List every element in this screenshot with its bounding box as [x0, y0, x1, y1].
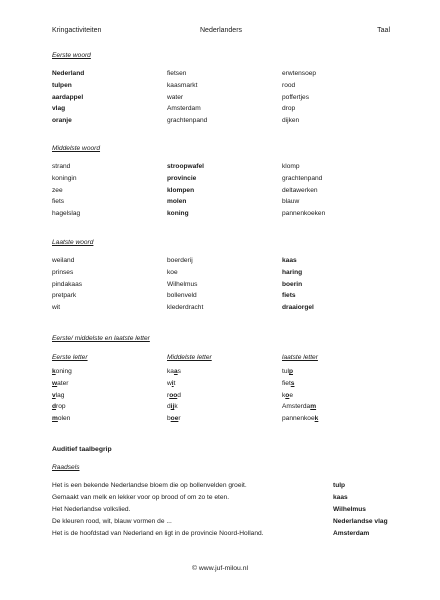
word-cell: klomp	[282, 163, 300, 170]
section-title-auditief: Auditief taalbegrip	[52, 446, 112, 453]
word-cell: boerderij	[167, 257, 193, 264]
word-cell: klompen	[167, 186, 195, 194]
highlight-letter: i	[171, 379, 174, 387]
word-start: d	[167, 403, 171, 411]
word-cell: zee	[52, 186, 63, 194]
word-cell	[282, 390, 293, 402]
word-cell: blauw	[282, 198, 300, 206]
highlight-letter: d	[52, 403, 57, 411]
riddle-answer: kaas	[333, 493, 348, 501]
word-end: k	[174, 403, 178, 411]
header-activity: Kringactiviteiten	[52, 27, 102, 34]
word-start: b	[167, 415, 171, 423]
word-cell	[167, 413, 181, 425]
table-header-row	[52, 352, 392, 366]
word-rest: lag	[55, 391, 65, 399]
word-cell	[52, 413, 70, 425]
word-cell: water	[167, 93, 184, 101]
word-cell: bollenveld	[167, 292, 197, 300]
word-cell	[167, 401, 178, 413]
word-cell: deltawerken	[282, 186, 318, 194]
column-header-first-letter: Eerste letter	[52, 354, 88, 361]
riddle-row	[52, 492, 392, 504]
highlight-letter: w	[52, 379, 58, 387]
word-start: ka	[167, 368, 174, 375]
word-cell	[282, 401, 316, 413]
word-cell: rood	[282, 81, 296, 89]
word-cell: kaas	[282, 257, 297, 264]
word-cell	[52, 401, 66, 413]
table-row	[52, 208, 392, 220]
word-cell: erwtensoep	[282, 70, 317, 77]
word-cell: grachtenpand	[282, 174, 323, 182]
word-end: d	[177, 391, 181, 399]
word-cell: stroopwafel	[167, 163, 205, 170]
word-cell: drop	[282, 105, 296, 113]
table-row	[52, 413, 392, 425]
word-cell: pindakaas	[52, 280, 83, 288]
word-cell: aardappel	[52, 93, 84, 101]
word-rest: rop	[56, 403, 66, 411]
word-cell	[52, 378, 69, 390]
section-title-last-word: Laatste woord	[52, 239, 94, 246]
word-cell: prinses	[52, 268, 74, 276]
word-end: s	[177, 368, 181, 375]
word-start: pannenkoe	[282, 415, 315, 423]
word-cell	[282, 366, 293, 378]
word-start: k	[282, 391, 286, 399]
riddle-question: Het Nederlandse volkslied.	[52, 505, 131, 513]
table-row	[52, 196, 392, 208]
last-word-grid	[52, 255, 392, 314]
word-cell: Nederland	[52, 70, 85, 77]
letters-grid	[52, 352, 392, 425]
riddle-row	[52, 504, 392, 516]
word-cell: klederdracht	[167, 304, 204, 312]
word-start: r	[167, 391, 170, 399]
word-cell: dijken	[282, 117, 300, 125]
table-row	[52, 366, 392, 378]
word-cell: haring	[282, 268, 303, 276]
word-cell: wit	[52, 304, 61, 312]
table-row	[52, 401, 392, 413]
highlight-letter: ij	[170, 403, 175, 411]
word-rest: olen	[57, 415, 71, 423]
table-row	[52, 173, 392, 185]
highlight-letter: k	[52, 368, 56, 375]
section-title-letters: Eerste/ middelste en laatste letter	[52, 335, 150, 342]
word-cell: koe	[167, 268, 178, 276]
table-row	[52, 115, 392, 127]
riddle-question: Het is een bekende Nederlandse bloem die op bollenvelden groeit.	[52, 482, 247, 489]
word-cell	[52, 366, 72, 378]
highlight-letter: m	[52, 415, 58, 423]
column-header-middle-letter: Middelste letter	[167, 354, 212, 361]
highlight-letter: p	[288, 368, 293, 375]
word-cell: pannenkoeken	[282, 210, 326, 218]
header-theme: Nederlanders	[200, 27, 243, 34]
table-row	[52, 68, 392, 80]
word-start: fiet	[282, 379, 291, 387]
riddle-answer: tulp	[333, 482, 346, 489]
table-row	[52, 302, 392, 314]
riddle-question: Gemaakt van melk en lekker voor op brood of om zo te eten.	[52, 493, 230, 501]
word-cell: koning	[167, 210, 189, 218]
page-footer: © www.juf-milou.nl	[192, 565, 248, 572]
word-cell: hagelslag	[52, 210, 81, 218]
table-row	[52, 185, 392, 197]
section-title-raadsels: Raadsels	[52, 464, 80, 471]
table-row	[52, 92, 392, 104]
highlight-letter: s	[290, 379, 295, 387]
word-cell	[167, 390, 181, 402]
word-end: e	[289, 391, 293, 399]
column-header-last-letter: laatste letter	[282, 354, 318, 361]
word-cell	[167, 366, 181, 378]
highlight-letter: k	[314, 415, 319, 423]
word-cell: pretpark	[52, 292, 77, 300]
word-cell: draaiorgel	[282, 304, 314, 312]
table-row	[52, 267, 392, 279]
table-row	[52, 255, 392, 267]
table-row	[52, 279, 392, 291]
word-rest: ater	[57, 379, 69, 387]
word-cell: fiets	[282, 292, 296, 300]
word-cell: fiets	[52, 198, 65, 206]
word-cell	[167, 378, 175, 390]
highlight-letter: v	[52, 391, 56, 399]
word-cell: tulpen	[52, 81, 72, 89]
highlight-letter: o	[285, 391, 290, 399]
page-header	[52, 27, 390, 37]
highlight-letter: a	[173, 368, 178, 375]
middle-word-grid	[52, 161, 392, 220]
highlight-letter: m	[310, 403, 317, 411]
word-cell: vlag	[52, 105, 66, 113]
riddles-list	[52, 480, 392, 539]
word-cell: grachtenpand	[167, 117, 208, 125]
word-cell: oranje	[52, 117, 72, 125]
word-cell: weiland	[52, 257, 75, 264]
table-row	[52, 161, 392, 173]
table-row	[52, 80, 392, 92]
word-start: Amsterda	[282, 403, 311, 411]
first-word-grid	[52, 68, 392, 127]
highlight-letter: oo	[169, 391, 178, 399]
table-row	[52, 378, 392, 390]
word-start: tul	[282, 368, 289, 375]
word-cell	[52, 390, 64, 402]
riddle-row	[52, 528, 392, 540]
riddle-answer: Amsterdam	[333, 529, 370, 537]
word-cell	[282, 378, 294, 390]
section-title-first-word: Eerste woord	[52, 52, 91, 59]
word-cell: Wilhelmus	[167, 280, 198, 288]
word-cell: molen	[167, 198, 187, 206]
word-end: t	[173, 379, 176, 387]
riddle-answer: Nederlandse vlag	[333, 517, 388, 525]
riddle-question: Het is de hoofdstad van Nederland en ligt in de provincie Noord-Holland.	[52, 529, 264, 537]
section-title-middle-word: Middelste woord	[52, 145, 101, 152]
word-cell: Amsterdam	[167, 105, 201, 113]
riddle-row	[52, 480, 392, 492]
word-cell: poffertjes	[282, 93, 310, 101]
word-start: w	[167, 379, 172, 387]
header-subject: Taal	[377, 27, 390, 34]
word-cell: kaasmarkt	[167, 81, 198, 89]
table-row	[52, 103, 392, 115]
table-row	[52, 390, 392, 402]
riddle-answer: Wilhelmus	[333, 505, 366, 513]
word-cell: provincie	[167, 174, 197, 182]
word-cell	[282, 413, 318, 425]
word-cell: fietsen	[167, 70, 187, 77]
riddle-question: De kleuren rood, wit, blauw vormen de ...	[52, 517, 172, 525]
word-cell: koningin	[52, 174, 77, 182]
riddle-row	[52, 516, 392, 528]
word-cell: strand	[52, 163, 71, 170]
word-cell: boerin	[282, 280, 303, 288]
table-row	[52, 290, 392, 302]
word-end: r	[178, 415, 181, 423]
word-rest: oning	[55, 368, 72, 375]
highlight-letter: oe	[170, 415, 179, 423]
